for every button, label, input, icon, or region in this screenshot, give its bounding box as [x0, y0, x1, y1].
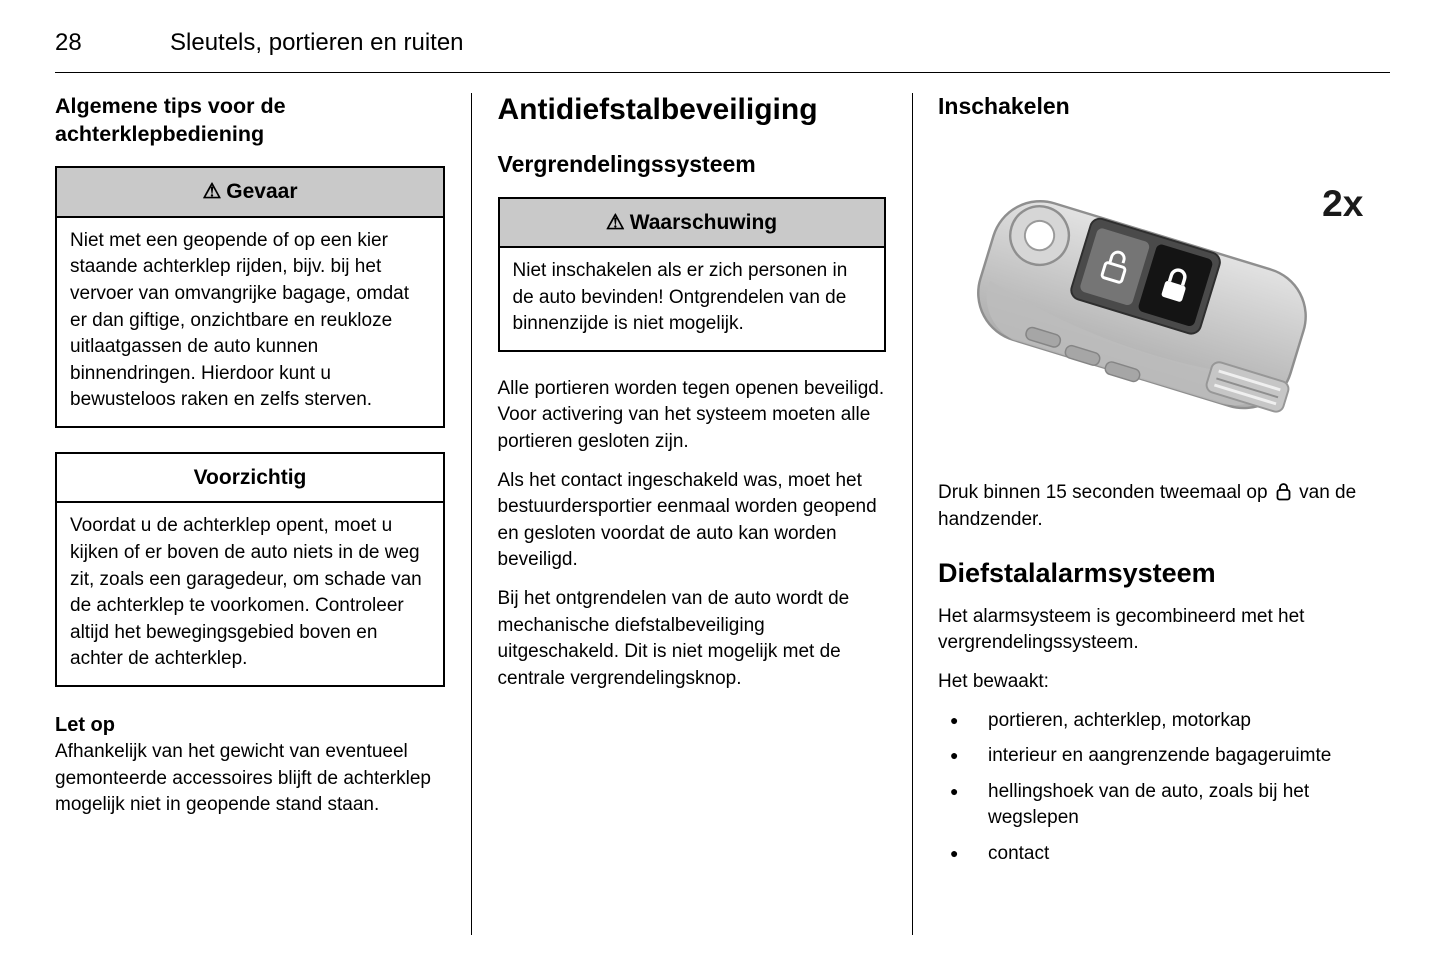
chapter-heading-antidiefstal: Antidiefstalbeveiliging — [497, 92, 818, 126]
alarm-intro: Het alarmsysteem is gecombineerd met het vergrendelingssysteem. — [938, 605, 1305, 654]
column-left — [55, 93, 445, 935]
monitors-label: Het bewaakt: — [938, 670, 1049, 692]
danger-box — [55, 166, 445, 428]
list-item: ● interieur en aangrenzende bagageruimte — [938, 743, 1390, 770]
caution-box-body: Voordat u de achterklep opent, moet u kijken of er boven de auto niets in de weg zit, zoals een garagedeur, om schade van de achterklep te voorkomen. Controleer altijd het bewegingsgebied boven en achter de achterklep. — [70, 515, 422, 670]
caution-box — [55, 452, 445, 687]
column-right — [938, 93, 1390, 935]
press-count-label: 2x — [1322, 182, 1364, 225]
section-heading-achterklep: Algemene tips voor de achterklepbediening — [55, 93, 286, 146]
page-header — [55, 26, 1390, 73]
list-item: ● portieren, achterklep, motorkap — [938, 708, 1390, 735]
caution-box-header — [57, 454, 443, 503]
warning-triangle-icon: ⚠ — [202, 180, 222, 204]
danger-box-title: Gevaar — [226, 180, 298, 204]
content-columns — [55, 93, 1390, 935]
danger-box-header — [57, 168, 443, 217]
column-middle — [498, 93, 886, 935]
warning-box — [498, 197, 886, 352]
alarm-monitor-list — [938, 708, 1390, 868]
note-title: Let op — [55, 713, 115, 736]
warning-triangle-icon: ⚠ — [605, 210, 625, 234]
press-instruction: Druk binnen 15 seconden tweemaal op van de handzender. — [938, 482, 1357, 530]
body-paragraph: Alle portieren worden tegen openen beveiligd. Voor activering van het systeem moeten alle portieren gesloten zijn. — [497, 377, 885, 453]
warning-box-title: Waarschuwing — [629, 210, 778, 234]
danger-box-body: Niet met een geopende of op een kier staande achterklep rijden, bijv. bij het vervoer van omvangrijke bagage, omdat er dan giftige, onzichtbare en reukloze uitlaatgassen de auto kunnen binnendringen. Hierdoor kunt u bewusteloos raken en zelfs sterven. — [70, 229, 410, 411]
list-item: ● contact — [938, 841, 1390, 868]
section-heading-inschakelen: Inschakelen — [938, 92, 1070, 119]
section-heading-diefstalalarm: Diefstalalarmsysteem — [938, 558, 1216, 589]
section-heading-vergrendeling: Vergrendelingssysteem — [497, 151, 756, 178]
note-body: Afhankelijk van het gewicht van eventueel gemonteerde accessoires blijft de achterklep mogelijk niet in geopende stand staan. — [55, 740, 431, 816]
warning-box-body: Niet inschakelen als er zich personen in de auto bevinden! Ontgrendelen van de binnenzijde is niet mogelijk. — [512, 260, 848, 335]
page-number: 28 — [55, 29, 82, 56]
warning-box-header — [500, 199, 884, 248]
column-divider — [912, 93, 913, 935]
lock-button-icon — [1276, 482, 1291, 501]
page-title: Sleutels, portieren en ruiten — [170, 29, 464, 56]
key-fob-image — [938, 138, 1390, 470]
column-divider — [471, 93, 472, 935]
body-paragraph: Als het contact ingeschakeld was, moet het bestuurdersportier eenmaal worden geopend en gesloten voordat de auto kan worden beveiligd. — [497, 469, 877, 571]
caution-box-title: Voorzichtig — [193, 466, 307, 490]
list-item: ● hellingshoek van de auto, zoals bij het wegslepen — [938, 779, 1390, 832]
body-paragraph: Bij het ontgrendelen van de auto wordt de mechanische diefstalbeveiliging uitgeschakeld. Dit is niet mogelijk met de centrale vergrendelingsknop. — [497, 588, 850, 689]
key-fob-illustration — [938, 138, 1390, 470]
